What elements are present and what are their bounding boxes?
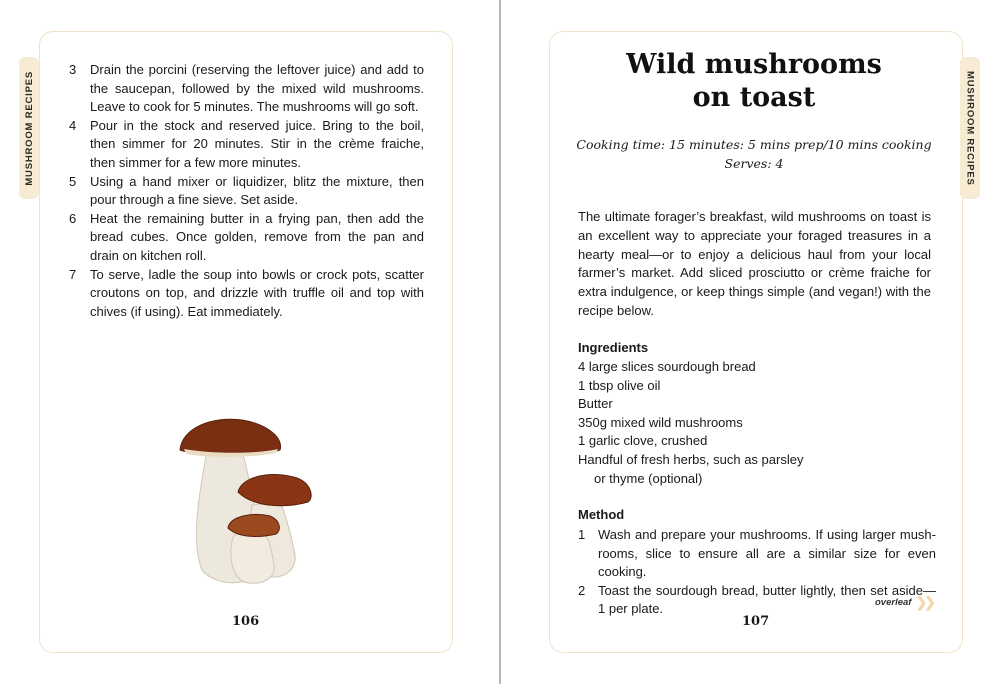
list-item: 1 tbsp olive oil <box>578 377 661 393</box>
list-item: 4 large slices sourdough bread <box>578 359 756 374</box>
recipe-title-line-2: on toast <box>692 82 816 113</box>
step-text: Pour in the stock and reserved juice. Bring to the boil, then simmer for 20 minutes. Stir in the crème fraiche, then simmer for a few more minutes. <box>90 117 424 170</box>
list-item: 1 garlic clove, crushed <box>578 433 708 449</box>
step-text: Heat the remaining butter in a frying pan, then add the bread cubes. Once golden, remove from the pan and drain on kitchen roll. <box>90 210 424 263</box>
page-number: 106 <box>232 614 260 629</box>
list-item: Butter <box>578 396 613 412</box>
step-number: 5 <box>69 173 77 189</box>
list-item <box>66 266 424 322</box>
page-number: 107 <box>742 614 770 629</box>
double-chevron-right-icon: ❯❯ <box>915 594 933 610</box>
list-item <box>578 526 936 582</box>
left-page <box>0 0 499 684</box>
step-number: 4 <box>69 117 77 133</box>
step-text: To serve, ladle the soup into bowls or crock pots, scatter croutons on top, and drizzle with truffle oil and top with chives (if using). Eat immediately. <box>90 266 424 319</box>
right-page <box>501 0 1000 684</box>
cooking-time: Cooking time: 15 minutes: 5 mins prep/10 mins cooking <box>576 137 932 152</box>
section-tab <box>19 57 39 199</box>
list-item <box>66 61 424 117</box>
step-text: Drain the porcini (reserving the leftover juice) and add to the saucepan, followed by the mixed wild mushrooms. Leave to cook for 5 minutes. The mushrooms will go soft. <box>90 62 424 115</box>
step-number: 2 <box>578 582 586 598</box>
section-tab-label: MUSHROOM RECIPES <box>23 70 35 186</box>
recipe-meta <box>561 135 947 173</box>
list-item: 350g mixed wild mushrooms <box>578 414 743 430</box>
section-tab <box>960 57 980 199</box>
list-item <box>66 117 424 173</box>
list-item: Handful of fresh herbs, such as parsley <box>578 451 804 467</box>
recipe-title <box>561 48 947 114</box>
overleaf-label: overleaf <box>875 597 912 608</box>
section-tab-label: MUSHROOM RECIPES <box>964 70 976 186</box>
ingredients-list <box>578 358 938 488</box>
step-number: 7 <box>69 266 77 282</box>
step-text: Wash and prepare your mushrooms. If using larger mushrooms, slice to ensure all are a similar size for even cooking. <box>598 527 936 580</box>
step-number: 3 <box>69 62 77 77</box>
porcini-mushroom-illustration <box>172 410 322 590</box>
recipe-title-line-1: Wild mushrooms <box>626 49 882 80</box>
step-text: Toast the sourdough bread, butter lightly, then set aside—1 per plate. <box>598 582 936 617</box>
overleaf-indicator <box>875 594 933 611</box>
soup-steps-list <box>66 61 424 321</box>
serves: Serves: 4 <box>724 156 784 171</box>
step-number: 1 <box>578 527 586 542</box>
list-item <box>66 210 424 266</box>
step-number: 6 <box>69 210 77 226</box>
list-item <box>66 173 424 210</box>
method-heading: Method <box>578 507 625 522</box>
step-text: Using a hand mixer or liquidizer, blitz the mixture, then pour through a fine sieve. Set aside. <box>90 173 424 208</box>
recipe-intro: The ultimate forager’s breakfast, wild mushrooms on toast is an excellent way to appreciate your foraged treasures in a hearty meal—or to enjoy a delicious haul from your local farmer’s market. Add sliced prosciutto or crème fraiche for extra indulgence, or keep things simple (and vegan!) with the recipe below. <box>578 209 931 318</box>
ingredients-heading: Ingredients <box>578 340 649 355</box>
list-item: or thyme (optional) <box>594 470 703 486</box>
